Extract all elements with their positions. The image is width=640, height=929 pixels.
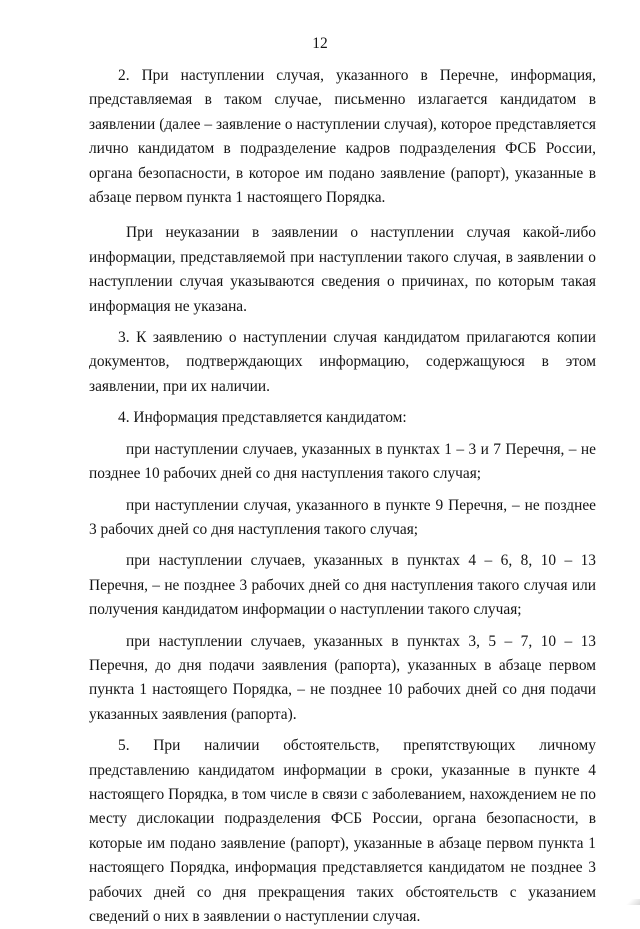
paragraph-4-item-4: при наступлении случаев, указанных в пунктах 3, 5 – 7, 10 – 13 Перечня, до дня подачи заявления (рапорта), указанных в абзаце первом пункта 1 настоящего Порядка, – не позднее 10 рабочих дней со дня подачи указанных заявления (рапорта). xyxy=(89,632,596,723)
paragraph-2: 2. При наступлении случая, указанного в Перечне, информация, представляемая в таком случае, письменно излагается кандидатом в заявлении (далее – заявление о наступлении случая), которое представляется лично кандидатом в подразделение кадров подразделения ФСБ России, органа безопасности, в которое им подано заявление (рапорт), указанные в абзаце первом пункта 1 настоящего Порядка. xyxy=(89,67,596,207)
paragraph-2-note: При неуказании в заявлении о наступлении случая какой-либо информации, представляемой при наступлении такого случая, в заявлении о наступлении случая указываются сведения о причинах, по которым такая информация не указана. xyxy=(89,224,596,315)
paragraph-4-item-2: при наступлении случая, указанного в пункте 9 Перечня, – не позднее 3 рабочих дней со дня наступления такого случая; xyxy=(89,496,596,538)
paragraph-4-item-3: при наступлении случаев, указанных в пунктах 4 – 6, 8, 10 – 13 Перечня, – не позднее 3 рабочих дней со дня наступления такого случая или получения кандидатом информации о наступлении такого случая; xyxy=(89,552,596,619)
page-number: 12 xyxy=(312,35,328,52)
paragraph-4-item-1: при наступлении случаев, указанных в пунктах 1 – 3 и 7 Перечня, – не позднее 10 рабочих дней со дня наступления такого случая; xyxy=(89,440,596,483)
paragraph-5: 5. При наличии обстоятельств, препятствующих личному представлению кандидатом информации в сроки, указанные в пункте 4 настоящего Порядка, в том числе в связи с заболеванием, нахождением не по месту дислокации подразделения ФСБ России, органа безопасности, в которые им подано заявление (рапорт), указанные в абзаце первом пункта 1 настоящего Порядка, информация представляется кандидатом не позднее 3 рабочих дней со дня прекращения таких обстоятельств с указанием сведений о них в заявлении о наступлении случая. xyxy=(89,737,596,925)
document-body xyxy=(89,64,596,929)
scan-edge-mark xyxy=(622,899,640,905)
paragraph-4-intro: 4. Информация представляется кандидатом: xyxy=(118,409,407,427)
paragraph-3: 3. К заявлению о наступлении случая кандидатом прилагаются копии документов, подтверждающих информацию, содержащуюся в этом заявлении, при их наличии. xyxy=(89,329,596,395)
